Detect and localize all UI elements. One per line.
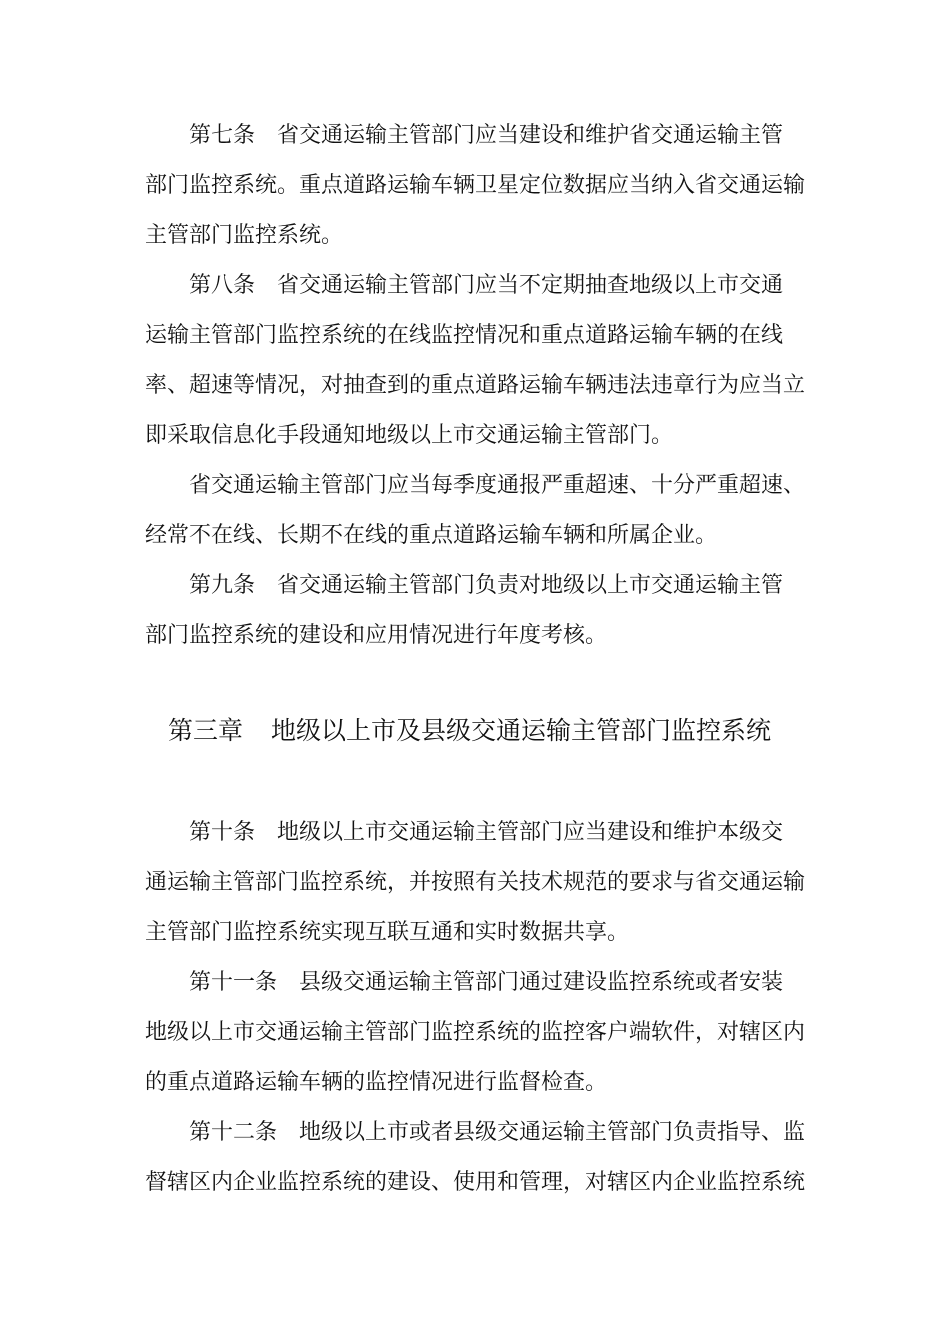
article-12 (145, 1108, 810, 1208)
chapter-heading (168, 706, 828, 756)
article-text: 地级以上市或者县级交通运输主管部门负责指导、监 (299, 1120, 806, 1145)
article-7-line-2: 部门监控系统。重点道路运输车辆卫星定位数据应当纳入省交通运输 (145, 173, 806, 198)
article-7-line-3: 主管部门监控系统。 (145, 223, 344, 248)
article-8 (145, 261, 810, 561)
article-number: 第十条 (189, 820, 256, 845)
article-7-line-1 (145, 111, 810, 161)
article-number: 第七条 (189, 123, 256, 148)
article-12-line-2: 督辖区内企业监控系统的建设、使用和管理，对辖区内企业监控系统 (145, 1170, 806, 1195)
article-10-line-1 (145, 808, 810, 858)
article-text: 省交通运输主管部门应当建设和维护省交通运输主管 (277, 123, 784, 148)
article-text: 地级以上市交通运输主管部门应当建设和维护本级交 (277, 820, 784, 845)
article-8-line-4: 即采取信息化手段通知地级以上市交通运输主管部门。 (145, 423, 674, 448)
chapter-title: 地级以上市及县级交通运输主管部门监控系统 (271, 716, 772, 745)
article-10-line-2: 通运输主管部门监控系统，并按照有关技术规范的要求与省交通运输 (145, 870, 806, 895)
article-12-line-1 (145, 1108, 810, 1158)
article-number: 第十一条 (189, 970, 278, 995)
article-9-line-2: 部门监控系统的建设和应用情况进行年度考核。 (145, 623, 608, 648)
article-7 (145, 111, 810, 261)
article-11-line-2: 地级以上市交通运输主管部门监控系统的监控客户端软件，对辖区内 (145, 1020, 806, 1045)
article-9-line-1 (145, 561, 810, 611)
article-text: 省交通运输主管部门负责对地级以上市交通运输主管 (277, 573, 784, 598)
article-number: 第八条 (189, 273, 256, 298)
article-8-line-2: 运输主管部门监控系统的在线监控情况和重点道路运输车辆的在线 (145, 323, 784, 348)
article-11-line-3: 的重点道路运输车辆的监控情况进行监督检查。 (145, 1070, 608, 1095)
article-10-line-3: 主管部门监控系统实现互联互通和实时数据共享。 (145, 920, 630, 945)
article-text: 省交通运输主管部门应当不定期抽查地级以上市交通 (277, 273, 784, 298)
article-8-line-3: 率、超速等情况，对抽查到的重点道路运输车辆违法违章行为应当立 (145, 373, 806, 398)
chapter-number: 第三章 (168, 716, 244, 745)
article-8-line-1 (145, 261, 810, 311)
article-8-para2-line-2: 经常不在线、长期不在线的重点道路运输车辆和所属企业。 (145, 523, 718, 548)
article-11-line-1 (145, 958, 810, 1008)
article-8-para2-line-1: 省交通运输主管部门应当每季度通报严重超速、十分严重超速、 (189, 473, 806, 498)
article-text: 县级交通运输主管部门通过建设监控系统或者安装 (299, 970, 784, 995)
article-10 (145, 808, 810, 958)
article-number: 第九条 (189, 573, 256, 598)
article-11 (145, 958, 810, 1108)
article-9 (145, 561, 810, 661)
article-number: 第十二条 (189, 1120, 278, 1145)
